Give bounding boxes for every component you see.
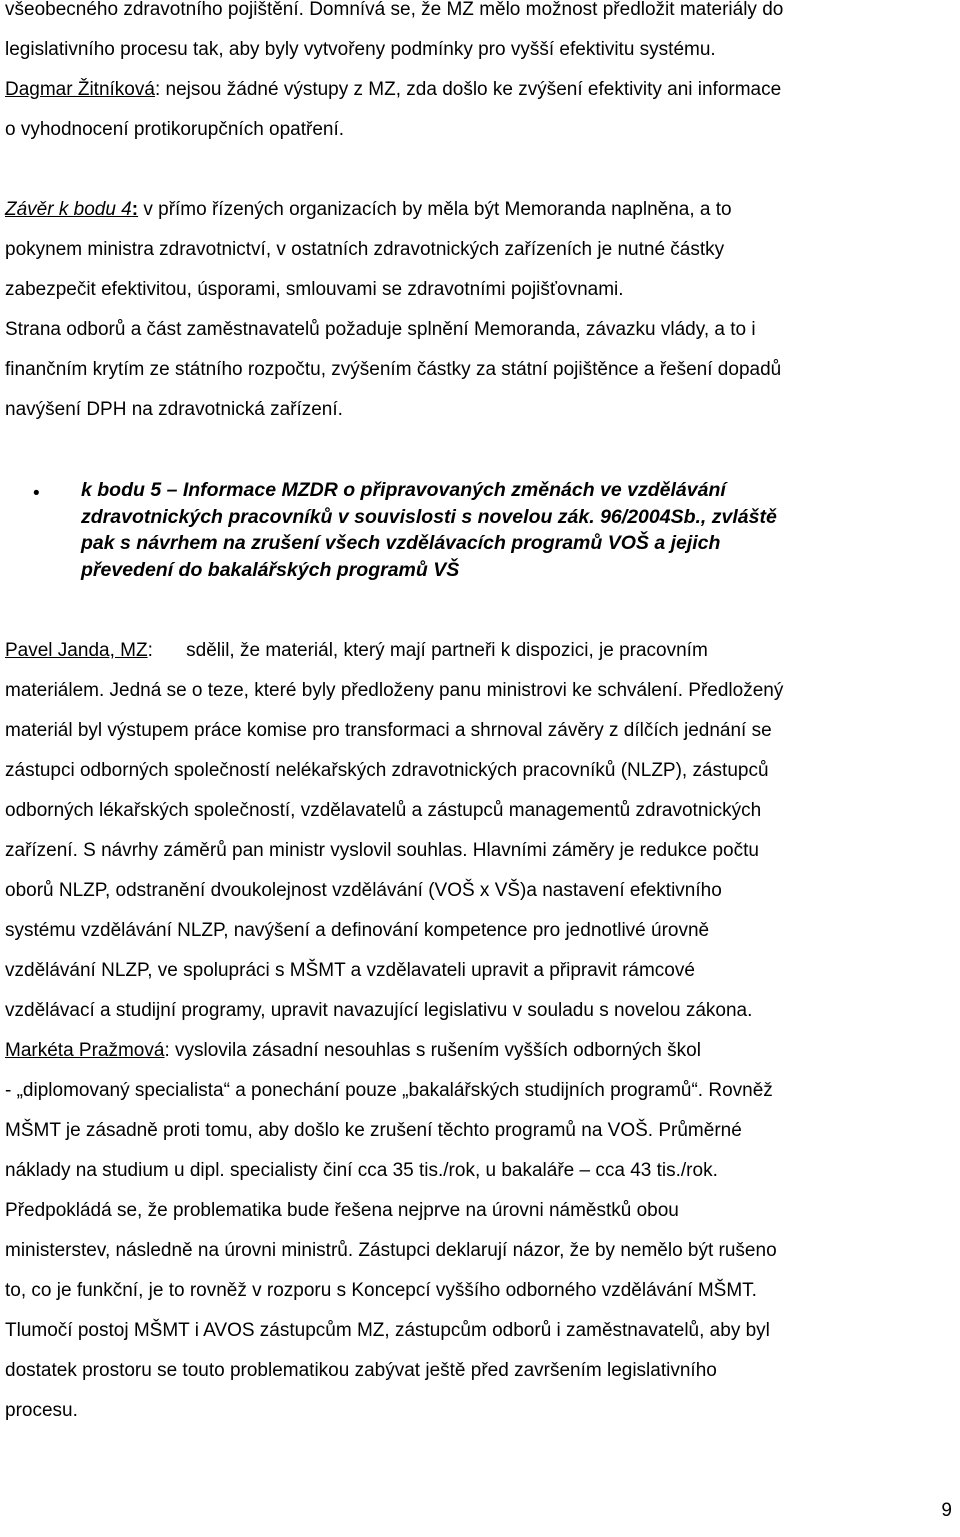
text-line: materiál byl výstupem práce komise pro transformaci a shrnoval závěry z dílčích jednání se xyxy=(5,720,772,741)
text-line: Markéta Pražmová: vyslovila zásadní nesouhlas s rušením vyšších odborných škol xyxy=(5,1040,701,1061)
text-line: systému vzdělávání NLZP, navýšení a definování kompetence pro jednotlivé úrovně xyxy=(5,920,710,941)
agenda-item-5 xyxy=(5,477,956,583)
text-line: o vyhodnocení protikorupčních opatření. xyxy=(5,119,345,140)
text-line: Předpokládá se, že problematika bude řešena nejprve na úrovni náměstků obou xyxy=(5,1200,679,1221)
text-line: zabezpečit efektivitou, úsporami, smlouvami se zdravotními pojišťovnami. xyxy=(5,279,624,300)
agenda-heading-line: zdravotnických pracovníků v souvislosti s novelou zák. 96/2004Sb., zvláště xyxy=(81,505,777,528)
section-previous-discussion xyxy=(5,0,956,150)
agenda-heading-line: pak s návrhem na zrušení všech vzdělávacích programů VOŠ a jejich xyxy=(81,532,721,554)
text-line: vzdělávací a studijní programy, upravit navazující legislativu v souladu s novelou zákona. xyxy=(5,1000,753,1021)
text-line: náklady na studium u dipl. specialisty činí cca 35 tis./rok, u bakaláře – cca 43 tis./rok. xyxy=(5,1160,718,1181)
page-number: 9 xyxy=(941,1500,952,1521)
text-line: finančním krytím ze státního rozpočtu, zvýšením částky za státní pojištěnce a řešení dopadů xyxy=(5,359,782,380)
text-line: dostatek prostoru se touto problematikou zabývat ještě před završením legislativního xyxy=(5,1360,717,1381)
text-line: Závěr k bodu 4: v přímo řízených organizacích by měla být Memoranda naplněna, a to xyxy=(5,199,732,220)
conclusion-label: Závěr k bodu 4 xyxy=(5,199,132,220)
text-line: pokynem ministra zdravotnictví, v ostatních zdravotnických zařízeních je nutné částky xyxy=(5,239,725,260)
text-line: Tlumočí postoj MŠMT i AVOS zástupcům MZ, zástupcům odborů i zaměstnavatelů, aby byl xyxy=(5,1320,770,1341)
section-conclusion-4 xyxy=(5,190,956,310)
section-prazmova xyxy=(5,1031,956,1431)
section-unions-demand xyxy=(5,310,956,430)
text-line: zástupci odborných společností nelékařských zdravotnických pracovníků (NLZP), zástupců xyxy=(5,760,769,781)
text-line: navýšení DPH na zdravotnická zařízení. xyxy=(5,399,343,420)
text-line: to, co je funkční, je to rovněž v rozporu s Koncepcí vyššího odborného vzdělávání MŠMT. xyxy=(5,1280,757,1301)
text-line: - „diplomovaný specialista“ a ponechání pouze „bakalářských studijních programů“. Rovněž xyxy=(5,1080,773,1101)
text-line: materiálem. Jedná se o teze, které byly předloženy panu ministrovi ke schválení. Předložený xyxy=(5,680,784,701)
text-line: všeobecného zdravotního pojištění. Domnívá se, že MZ mělo možnost předložit materiály do xyxy=(5,0,784,20)
document-page xyxy=(5,0,956,1431)
speaker-name: Markéta Pražmová xyxy=(5,1040,165,1061)
bullet-icon: • xyxy=(33,483,40,504)
text-line: zařízení. S návrhy záměrů pan ministr vyslovil souhlas. Hlavními záměry je redukce počtu xyxy=(5,840,759,861)
text-line: ministerstev, následně na úrovni ministrů. Zástupci deklarují názor, že by nemělo být rušeno xyxy=(5,1240,777,1261)
section-janda xyxy=(5,631,956,1031)
text-line: Dagmar Žitníková: nejsou žádné výstupy z MZ, zda došlo ke zvýšení efektivity ani informace xyxy=(5,79,782,100)
speaker-name: Pavel Janda, MZ xyxy=(5,640,148,661)
text-line: MŠMT je zásadně proti tomu, aby došlo ke zrušení těchto programů na VOŠ. Průměrné xyxy=(5,1120,742,1141)
text-line: procesu. xyxy=(5,1400,78,1421)
text-line: Strana odborů a část zaměstnavatelů požaduje splnění Memoranda, závazku vlády, a to i xyxy=(5,319,756,340)
text-line: Pavel Janda, MZ: sdělil, že materiál, který mají partneři k dispozici, je pracovním xyxy=(5,640,708,661)
text-line: oborů NLZP, odstranění dvoukolejnost vzdělávání (VOŠ x VŠ)a nastavení efektivního xyxy=(5,880,722,901)
speaker-name: Dagmar Žitníková xyxy=(5,79,155,100)
agenda-heading-line: k bodu 5 – Informace MZDR o připravovaných změnách ve vzdělávání xyxy=(81,479,726,501)
text-line: odborných lékařských společností, vzdělavatelů a zástupců managementů zdravotnických xyxy=(5,800,762,821)
agenda-heading-line: převedení do bakalářských programů VŠ xyxy=(81,558,460,581)
text-line: vzdělávání NLZP, ve spolupráci s MŠMT a vzdělavateli upravit a připravit rámcové xyxy=(5,960,695,981)
text-line: legislativního procesu tak, aby byly vytvořeny podmínky pro vyšší efektivitu systému. xyxy=(5,39,716,60)
